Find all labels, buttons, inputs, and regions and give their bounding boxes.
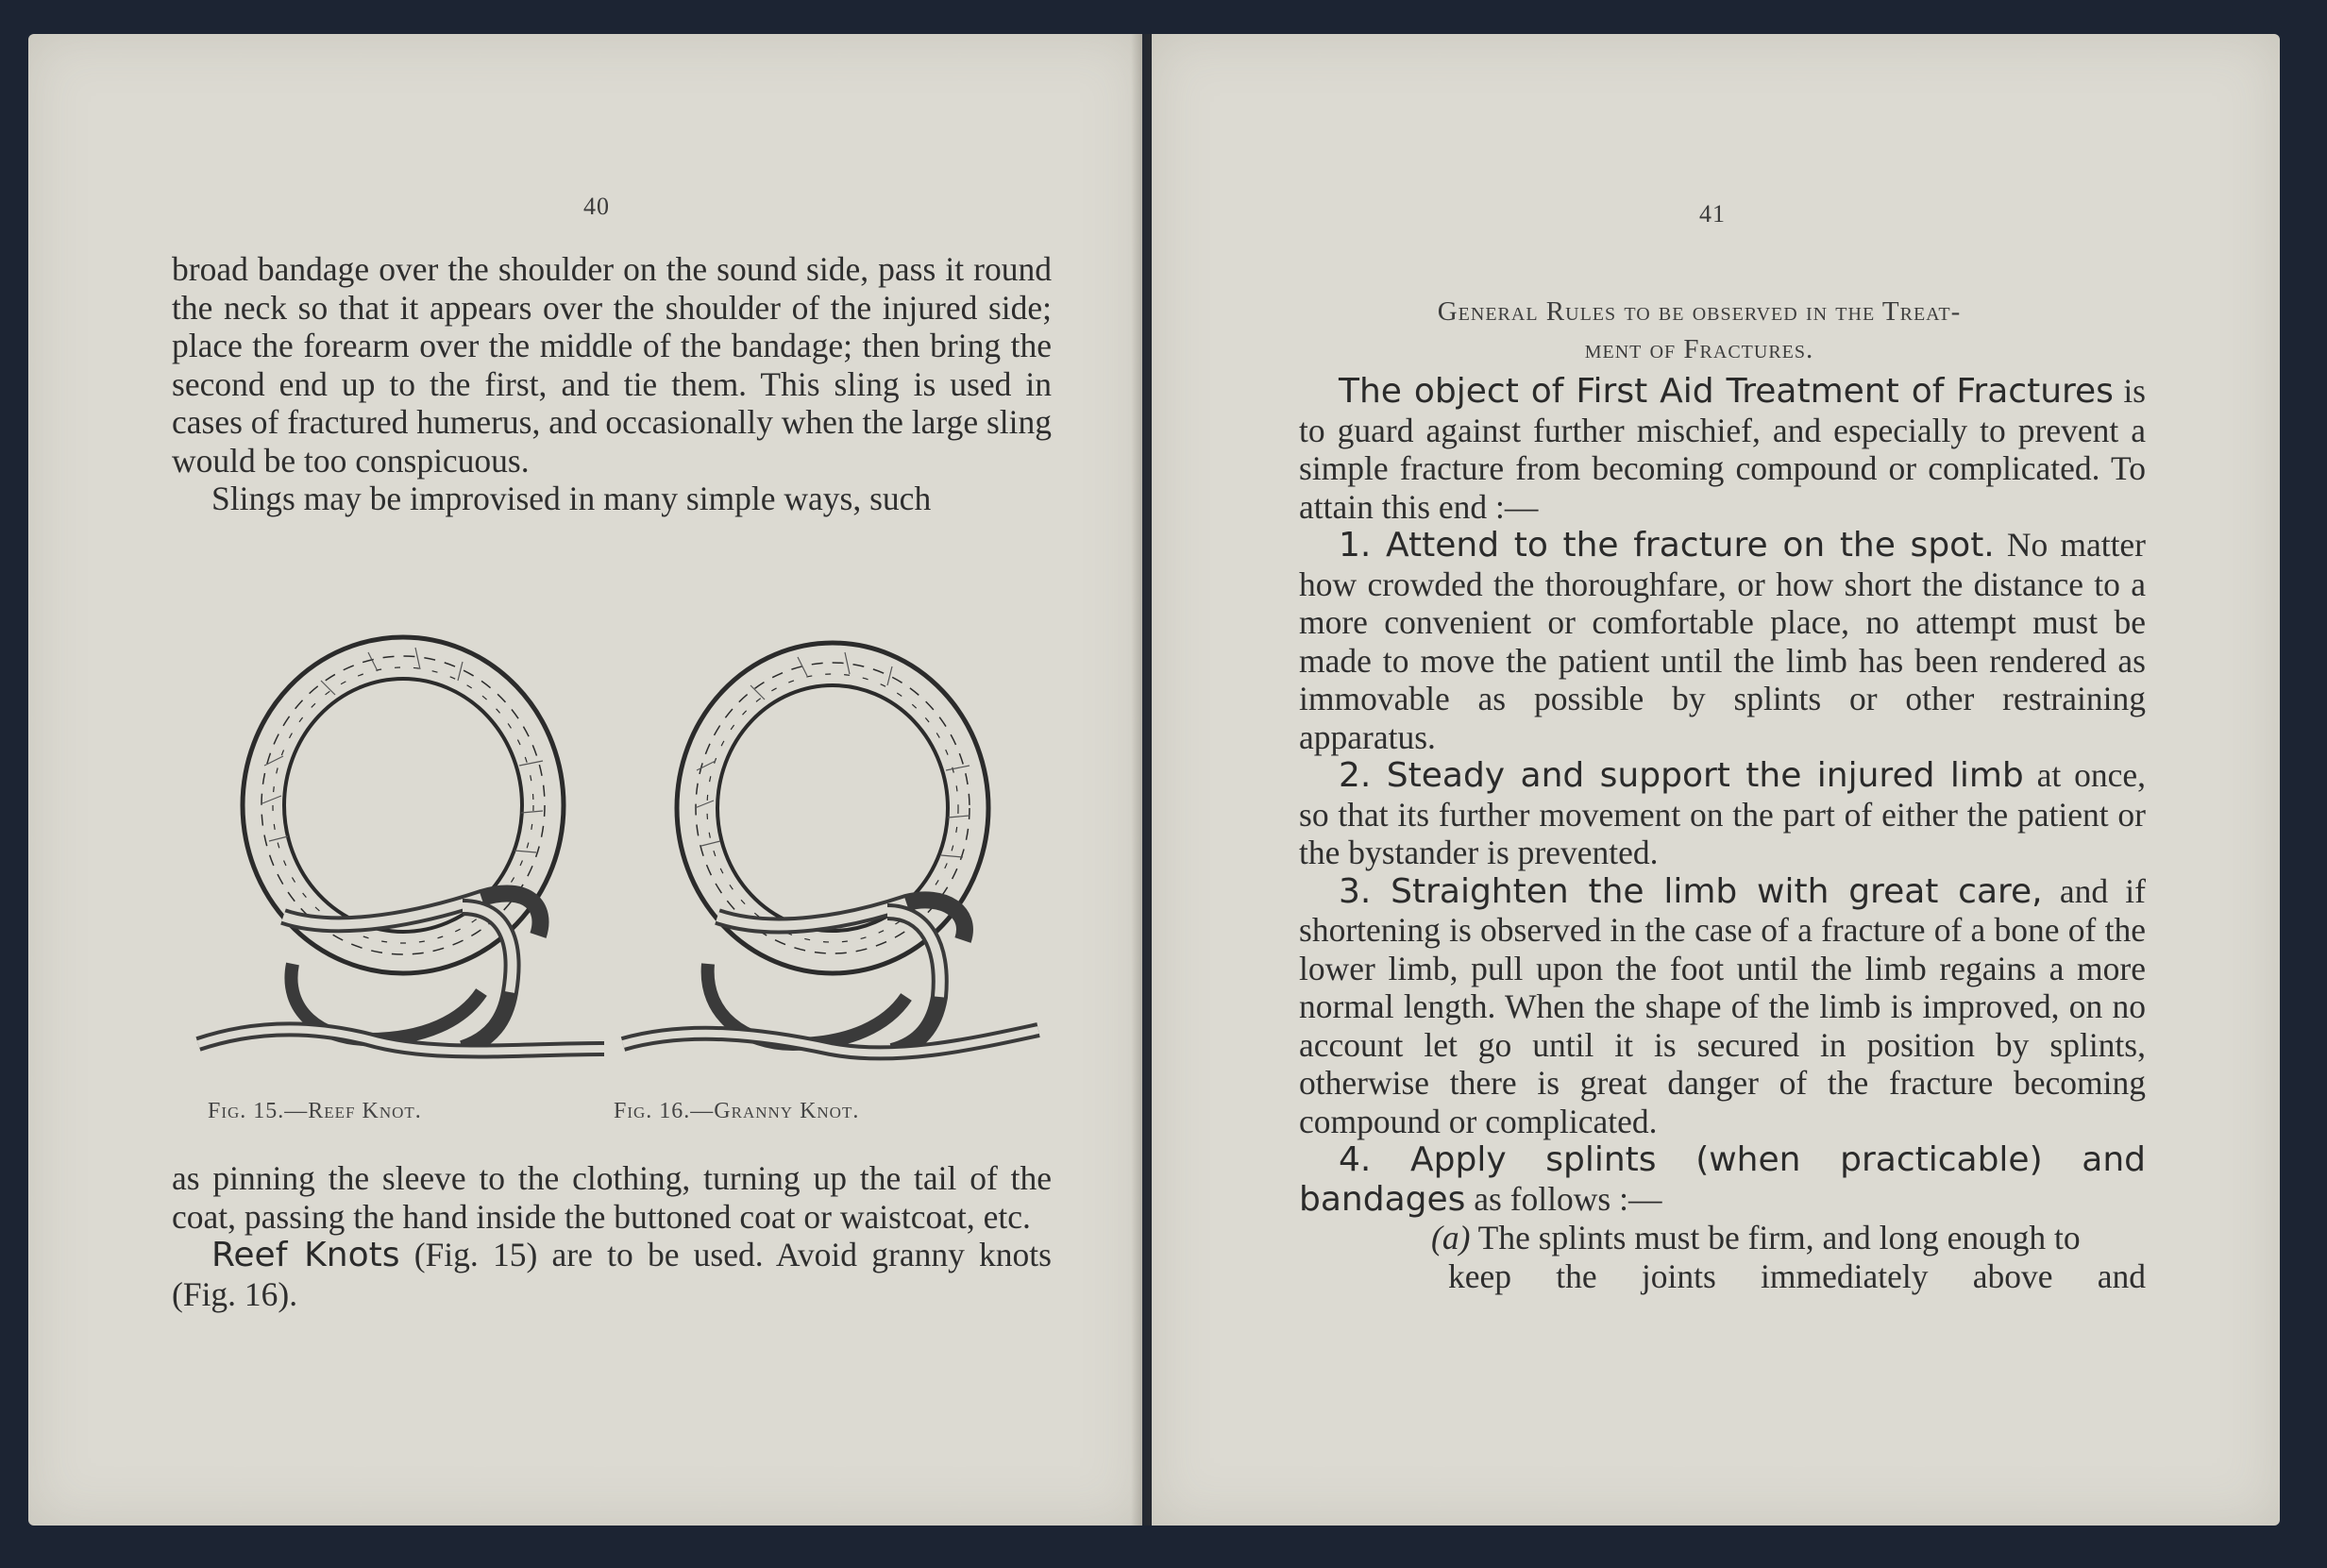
left-text-bottom [172,1159,1052,1313]
heading-line-2: ment of Fractures. [1584,334,1814,364]
intro-text: is to guard against further mischief, and especially to prevent a simple fracture from becoming compound or complicated. To attain this end :— [1299,372,2146,526]
rule-2-text: at once, so that its further movement on the part of either the patient or the bystander is prevented. [1299,756,2147,871]
rule-2-lead: 2. Steady and support the injured limb [1339,756,2024,795]
left-page [28,34,1142,1526]
heading-line-1: General Rules to be observed in the Treat- [1437,296,1962,327]
fig15-caption: Fig. 15.—Reef Knot. [208,1099,422,1123]
rule-1-text: No matter how crowded the thoroughfare, or how short the distance to a more convenient or comfortable place, no attempt must be made to move the patient until the limb has been rendered as immovable as possible by splints or other restraining apparatus. [1299,526,2147,756]
intro-lead: The object of First Aid Treatment of Fractures [1339,372,2114,411]
section-heading [1208,293,2190,368]
reef-knots-term: Reef Knots [211,1236,400,1274]
fig16-caption: Fig. 16.—Granny Knot. [614,1099,860,1123]
left-text-top [172,250,1052,518]
sub-item-a-label: (a) [1431,1219,1471,1256]
paragraph-improvise-methods: as pinning the sleeve to the clothing, turning up the tail of the coat, passing the hand inside the buttoned coat or waistcoat, etc. [172,1159,1052,1236]
right-page [1152,34,2280,1526]
reef-knots-text: (Fig. 15) are to be used. Avoid granny knots (Fig. 16). [172,1236,1052,1313]
paragraph-slings-improvised: Slings may be improvised in many simple ways, such [211,480,932,517]
rule-1-lead: 1. Attend to the fracture on the spot. [1339,526,1995,565]
reef-knot-illustration [179,596,623,1105]
rule-3-text: and if shortening is observed in the case of a fracture of a bone of the lower limb, pull upon the foot until the limb regains a more normal length. When the shape of the limb is improved, on no account let go until it is secured in position by splints, otherwise there is great danger of the fracture becoming compound or complicated. [1299,871,2146,1140]
rule-3-lead: 3. Straighten the limb with great care, [1339,871,2043,911]
sub-item-a-line-1: The splints must be firm, and long enough to [1470,1219,2081,1256]
rule-4-text: as follows :— [1465,1179,1662,1218]
open-book [28,34,2280,1526]
rule-4-lead: 4. Apply splints (when practicable) and bandages [1299,1140,2146,1219]
paragraph-sling: broad bandage over the shoulder on the sound side, pass it round the neck so that it appears over the shoulder of the injured side; place the forearm over the middle of the bandage; then bring the second end up to the first, and tie them. This sling is used in cases of fractured humerus, and occasionally when the large sling would be too conspicuous. [172,250,1052,480]
granny-knot-illustration [614,600,1048,1101]
right-text [1299,372,2146,1295]
page-number-right: 41 [1699,200,1726,228]
page-number-left: 40 [583,193,610,220]
sub-item-a-line-2: keep the joints immediately above and [1448,1256,2146,1295]
